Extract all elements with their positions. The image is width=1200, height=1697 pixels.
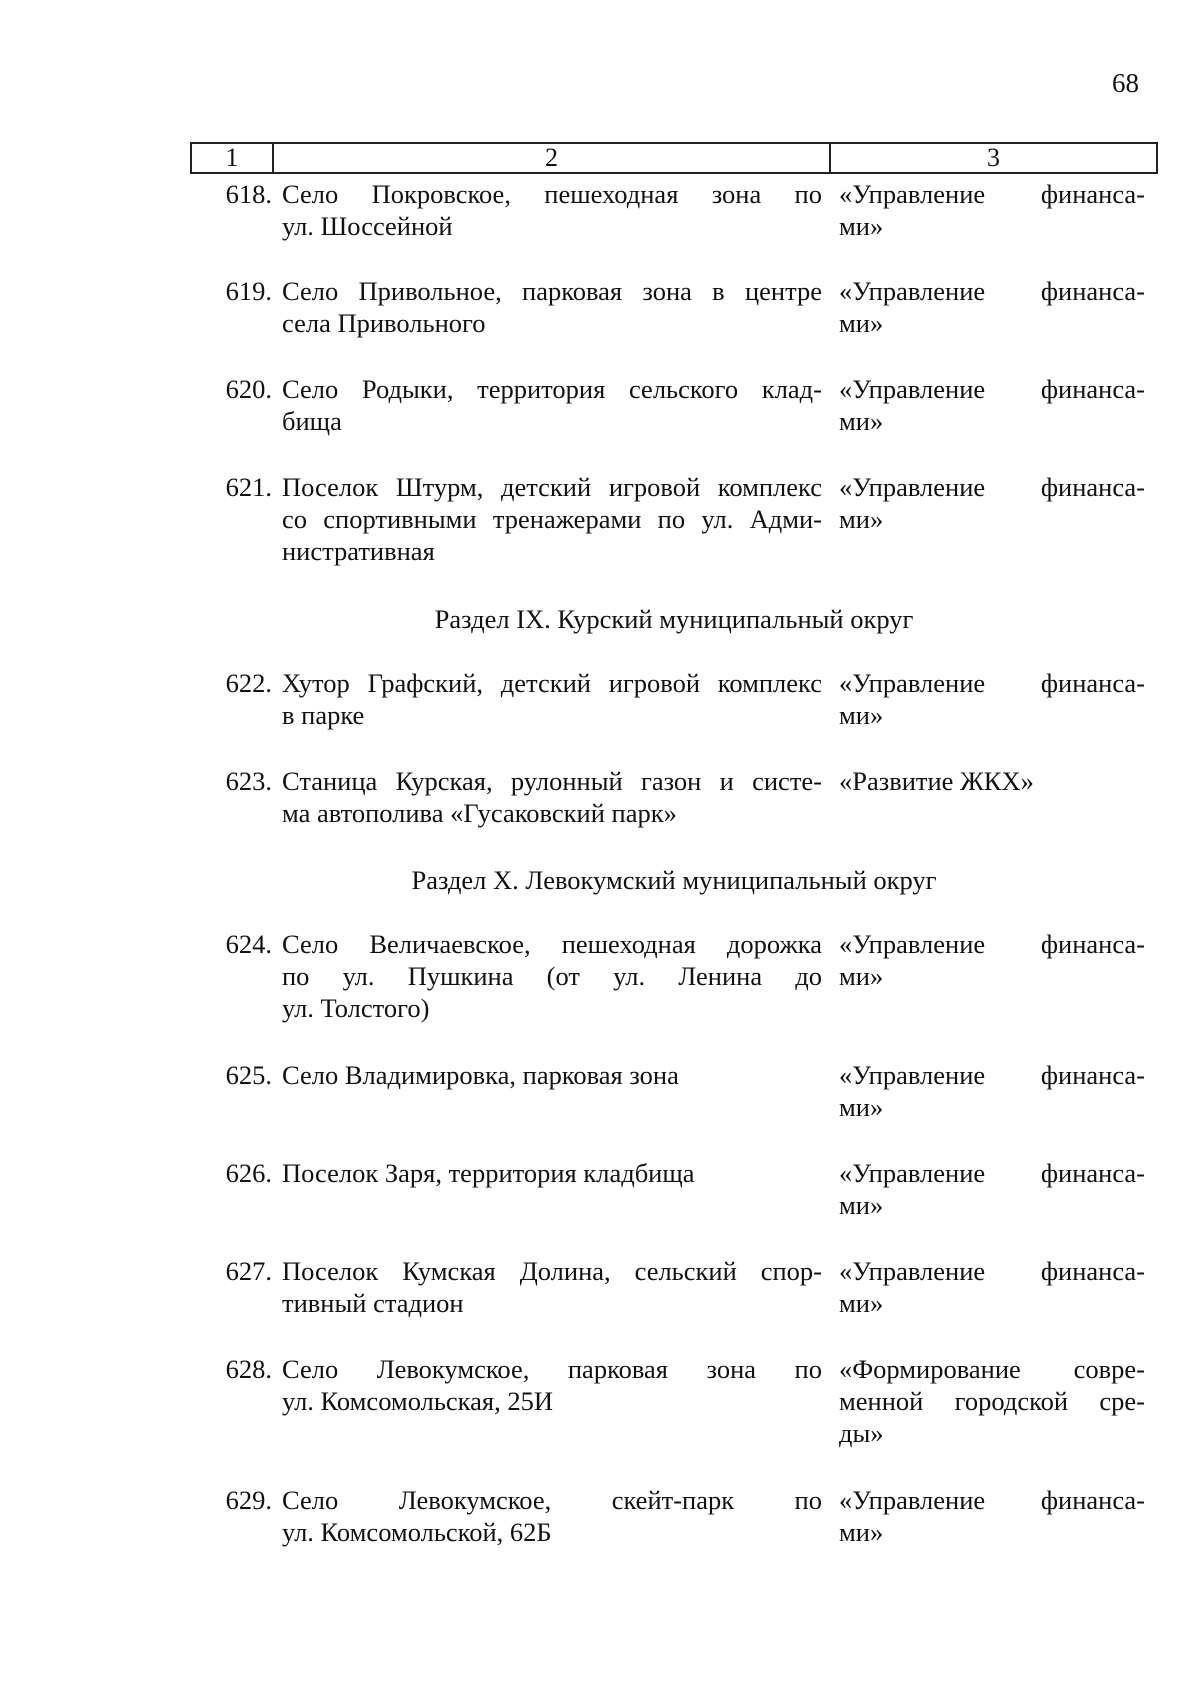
row-description <box>282 1484 822 1548</box>
prog-line: ды» <box>839 1418 884 1448</box>
prog-line: «Управление финанса- <box>839 374 1145 404</box>
row-program <box>839 765 1145 797</box>
prog-line: «Управление финанса- <box>839 668 1145 698</box>
desc-line: села Привольного <box>282 308 486 338</box>
row-description <box>282 373 822 437</box>
row-description <box>282 1157 822 1189</box>
prog-line: ми» <box>839 211 884 241</box>
prog-line: ми» <box>839 1517 884 1547</box>
prog-line: менной городской сре- <box>839 1386 1145 1416</box>
desc-line: Поселок Штурм, детский игровой комплекс <box>282 472 822 502</box>
row-number: 628. <box>225 1354 272 1384</box>
row-description <box>282 1255 822 1319</box>
desc-line: Станица Курская, рулонный газон и систе- <box>282 766 822 796</box>
section-title-x: Раздел X. Левокумский муниципальный округ <box>411 865 937 895</box>
row-number: 621. <box>225 472 272 502</box>
row-program <box>839 1255 1145 1319</box>
header-col-1: 1 <box>192 144 274 172</box>
row-description <box>282 765 822 829</box>
row-program <box>839 667 1145 731</box>
row-number: 626. <box>225 1158 272 1188</box>
prog-line: «Управление финанса- <box>839 1485 1145 1515</box>
row-program <box>839 471 1145 535</box>
prog-line: «Управление финанса- <box>839 1060 1145 1090</box>
row-description <box>282 667 822 731</box>
desc-line: ул. Толстого) <box>282 993 430 1023</box>
row-program <box>839 1353 1145 1449</box>
desc-line: нистративная <box>282 536 435 566</box>
prog-line: «Управление финанса- <box>839 179 1145 209</box>
prog-line: ми» <box>839 504 884 534</box>
desc-line: тивный стадион <box>282 1288 464 1318</box>
desc-line: Село Покровское, пешеходная зона по <box>282 179 822 209</box>
prog-line: «Управление финанса- <box>839 929 1145 959</box>
prog-line: «Управление финанса- <box>839 276 1145 306</box>
row-number: 622. <box>225 668 272 698</box>
desc-line: Село Владимировка, парковая зона <box>282 1060 679 1090</box>
section-title-ix: Раздел IX. Курский муниципальный округ <box>434 604 914 634</box>
desc-line: ул. Шоссейной <box>282 211 453 241</box>
desc-line: Село Левокумское, парковая зона по <box>282 1354 822 1384</box>
desc-line: ма автополива «Гусаковский парк» <box>282 798 677 828</box>
desc-line: Село Величаевское, пешеходная дорожка <box>282 929 822 959</box>
desc-line: Село Родыки, территория сельского клад- <box>282 374 822 404</box>
row-description <box>282 1059 822 1091</box>
row-description <box>282 178 822 242</box>
prog-line: ми» <box>839 1190 884 1220</box>
desc-line: по ул. Пушкина (от ул. Ленина до <box>282 961 822 991</box>
desc-line: Село Левокумское, скейт-парк по <box>282 1485 822 1515</box>
row-program <box>839 1484 1145 1548</box>
row-description <box>282 275 822 339</box>
desc-line: ул. Комсомольская, 25И <box>282 1386 553 1416</box>
row-number: 629. <box>225 1485 272 1515</box>
prog-line: ми» <box>839 700 884 730</box>
page-number: 68 <box>1112 68 1139 98</box>
row-number: 620. <box>225 374 272 404</box>
row-number: 619. <box>225 276 272 306</box>
row-program <box>839 1059 1145 1123</box>
row-program <box>839 178 1145 242</box>
row-number: 627. <box>225 1256 272 1286</box>
row-description <box>282 1353 822 1417</box>
header-col-2: 2 <box>274 144 831 172</box>
desc-line: Село Привольное, парковая зона в центре <box>282 276 822 306</box>
row-number: 618. <box>225 179 272 209</box>
prog-line: «Формирование совре- <box>839 1354 1145 1384</box>
header-col-3: 3 <box>987 143 1000 172</box>
desc-line: со спортивными тренажерами по ул. Адми- <box>282 504 822 534</box>
prog-line: ми» <box>839 406 884 436</box>
row-number: 625. <box>225 1060 272 1090</box>
table-header <box>190 142 1158 174</box>
row-description <box>282 928 822 1024</box>
desc-line: бища <box>282 406 342 436</box>
row-program <box>839 928 1145 992</box>
desc-line: в парке <box>282 700 365 730</box>
desc-line: Поселок Кумская Долина, сельский спор- <box>282 1256 822 1286</box>
row-number: 624. <box>225 929 272 959</box>
row-description <box>282 471 822 567</box>
row-program <box>839 1157 1145 1221</box>
row-program <box>839 275 1145 339</box>
prog-line: ми» <box>839 308 884 338</box>
row-program <box>839 373 1145 437</box>
desc-line: ул. Комсомольской, 62Б <box>282 1517 552 1547</box>
prog-line: ми» <box>839 961 884 991</box>
prog-line: «Развитие ЖКХ» <box>839 766 1034 796</box>
desc-line: Поселок Заря, территория кладбища <box>282 1158 695 1188</box>
prog-line: «Управление финанса- <box>839 1256 1145 1286</box>
prog-line: ми» <box>839 1092 884 1122</box>
desc-line: Хутор Графский, детский игровой комплекс <box>282 668 822 698</box>
prog-line: «Управление финанса- <box>839 1158 1145 1188</box>
row-number: 623. <box>225 766 272 796</box>
prog-line: «Управление финанса- <box>839 472 1145 502</box>
prog-line: ми» <box>839 1288 884 1318</box>
